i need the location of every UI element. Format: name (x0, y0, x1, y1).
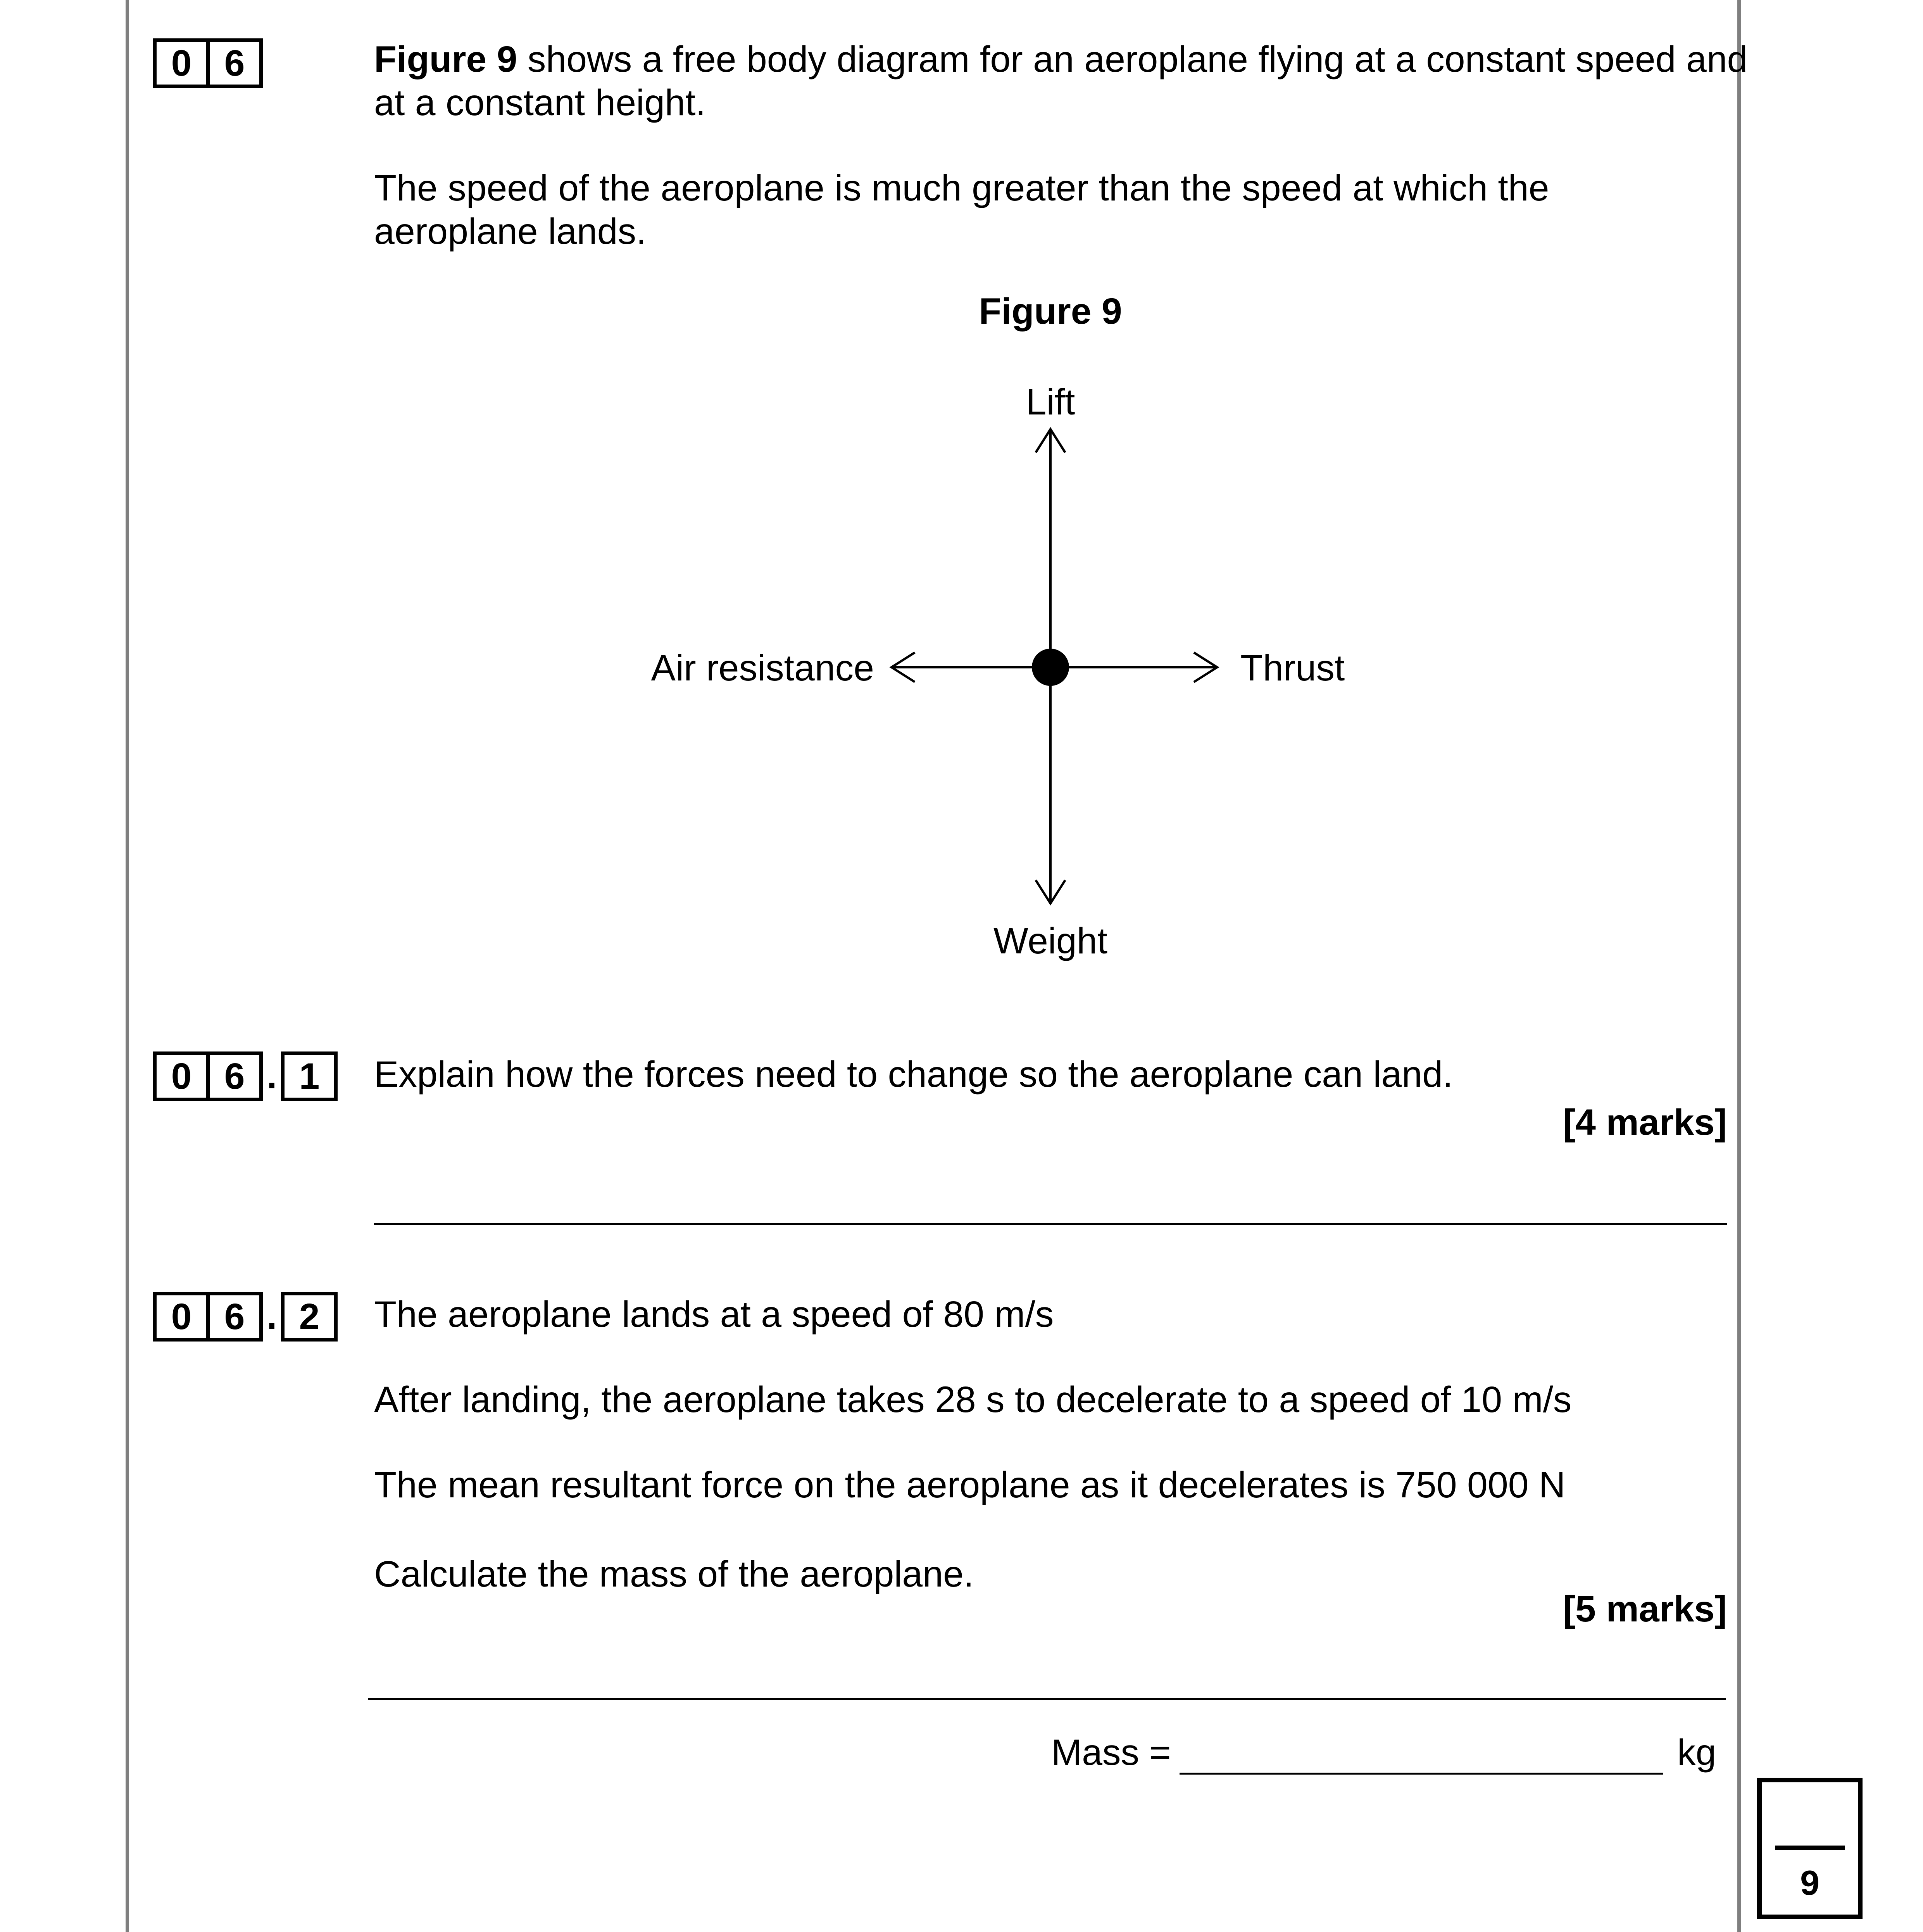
question-number-digit: 0 (157, 42, 210, 85)
question-number-digit: 6 (224, 42, 245, 84)
mass-unit-label: kg (1677, 1732, 1716, 1773)
lift-label: Lift (1026, 382, 1075, 423)
question-number-digit: 6 (224, 1055, 245, 1097)
question-06-1-prompt: Explain how the forces need to change so the aeroplane can land. (374, 1054, 1453, 1095)
thrust-label: Thrust (1240, 647, 1345, 689)
question-06-1-marks: [4 marks] (1563, 1102, 1727, 1143)
intro-line-2: at a constant height. (374, 82, 706, 123)
intro-paragraph2-line-1: The speed of the aeroplane is much greater than the speed at which the (374, 167, 1549, 209)
question-06-2-marks: [5 marks] (1563, 1588, 1727, 1630)
question-number-box-06-2 (153, 1292, 263, 1342)
page-total-line (1775, 1846, 1845, 1850)
air-resistance-label: Air resistance (651, 647, 874, 689)
intro-line-1-rest: shows a free body diagram for an aeroplane flying at a constant speed and (517, 39, 1748, 80)
question-number-digit: 0 (157, 1295, 210, 1338)
centre-of-mass-dot (1032, 649, 1069, 686)
question-06-2-line: Calculate the mass of the aeroplane. (374, 1554, 974, 1595)
question-part-box-1: 1 (281, 1051, 338, 1101)
question-06-2-line: After landing, the aeroplane takes 28 s to decelerate to a speed of 10 m/s (374, 1379, 1572, 1420)
question-part-box-2: 2 (281, 1292, 338, 1342)
answer-line (368, 1698, 1726, 1700)
mass-answer-blank (1180, 1773, 1663, 1775)
question-06-2-line: The aeroplane lands at a speed of 80 m/s (374, 1294, 1054, 1335)
question-number-digit: 0 (157, 1055, 210, 1098)
answer-line (374, 1223, 1727, 1225)
question-number-separator: . (267, 1055, 277, 1096)
figure-title: Figure 9 (979, 291, 1122, 332)
question-06-2-line: The mean resultant force on the aeroplane as it decelerates is 750 000 N (374, 1464, 1566, 1506)
mass-answer-label: Mass = (1051, 1732, 1171, 1773)
intro-paragraph2-line-2: aeroplane lands. (374, 211, 647, 252)
question-number-separator: . (267, 1296, 277, 1337)
question-number-box-06-1 (153, 1051, 263, 1101)
weight-label: Weight (993, 920, 1107, 962)
question-number-digit: 6 (224, 1296, 245, 1337)
figure-ref-bold: Figure 9 (374, 39, 517, 80)
page-total-value: 9 (1800, 1864, 1820, 1903)
page-total-box (1757, 1778, 1863, 1919)
